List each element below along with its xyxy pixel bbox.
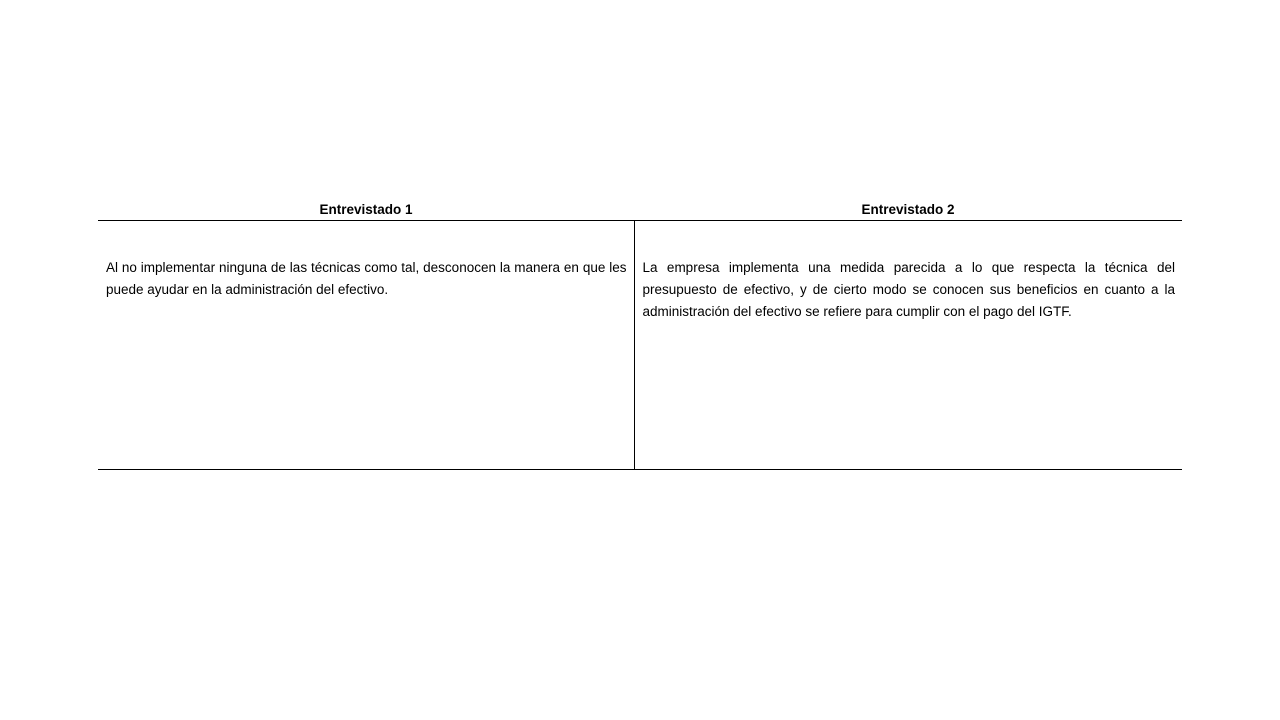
table-row: [98, 221, 1182, 470]
cell-interviewee-1: Al no implementar ninguna de las técnicas como tal, desconocen la manera en que les puede ayudar en la administración del efectivo.: [98, 221, 634, 470]
table-header-row: [98, 198, 1182, 221]
header-interviewee-1: Entrevistado 1: [98, 198, 634, 221]
header-interviewee-2: Entrevistado 2: [634, 198, 1182, 221]
interview-table: [98, 198, 1182, 470]
cell-interviewee-2: La empresa implementa una medida parecida a lo que respecta la técnica del presupuesto de efectivo, y de cierto modo se conocen sus beneficios en cuanto a la administración del efectivo se refiere para cumplir con el pago del IGTF.: [634, 221, 1182, 470]
